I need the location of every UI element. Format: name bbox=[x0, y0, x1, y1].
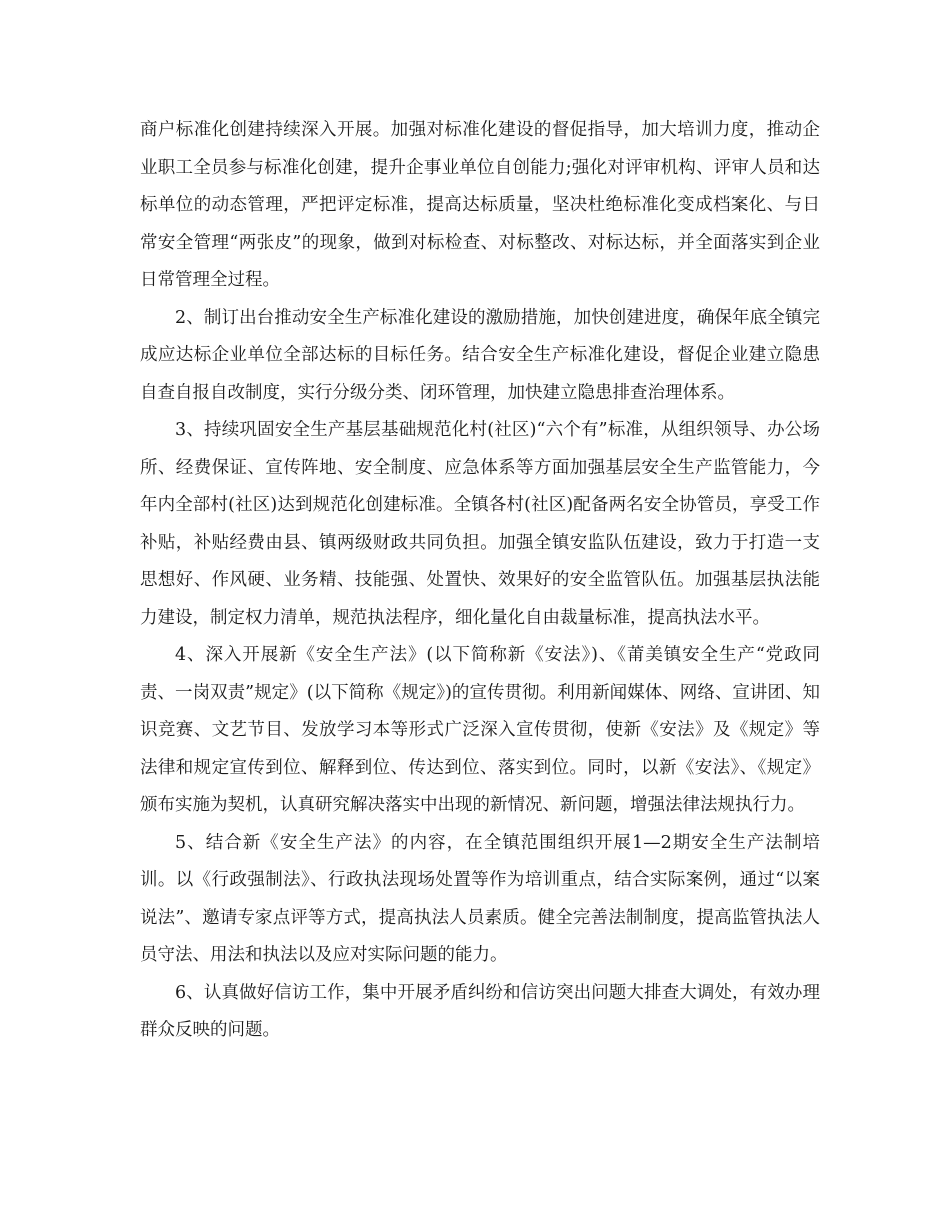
paragraph-item-4: 4、深入开展新《安全生产法》(以下简称新《安法》)、《莆美镇安全生产“党政同责、一岗双责”规定》(以下简称《规定》)的宣传贯彻。利用新闻媒体、网络、宣讲团、知识竞赛、文艺节目、发放学习本等形式广泛深入宣传贯彻，使新《安法》及《规定》等法律和规定宣传到位、解释到位、传达到位、落实到位。同时，以新《安法》、《规定》颁布实施为契机，认真研究解决落实中出现的新情况、新问题，增强法律法规执行力。 bbox=[140, 645, 820, 815]
paragraph-item-6: 6、认真做好信访工作，集中开展矛盾纠纷和信访突出问题大排查大调处，有效办理群众反映的问题。 bbox=[140, 982, 820, 1040]
paragraph-item-3: 3、持续巩固安全生产基层基础规范化村(社区)“六个有”标准，从组织领导、办公场所、经费保证、宣传阵地、安全制度、应急体系等方面加强基层安全生产监管能力，今年内全部村(社区)达到规范化创建标准。全镇各村(社区)配备两名安全协管员，享受工作补贴，补贴经费由县、镇两级财政共同负担。加强全镇安监队伍建设，致力于打造一支思想好、作风硬、业务精、技能强、处置快、效果好的安全监管队伍。加强基层执法能力建设，制定权力清单，规范执法程序，细化量化自由裁量标准，提高执法水平。 bbox=[140, 420, 820, 628]
paragraph-item-5: 5、结合新《安全生产法》的内容，在全镇范围组织开展1—2期安全生产法制培训。以《行政强制法》、行政执法现场处置等作为培训重点，结合实际案例，通过“以案说法”、邀请专家点评等方式，提高执法人员素质。健全完善法制制度，提高监管执法人员守法、用法和执法以及应对实际问题的能力。 bbox=[140, 832, 820, 965]
paragraph-item-2: 2、制订出台推动安全生产标准化建设的激励措施，加快创建进度，确保年底全镇完成应达标企业单位全部达标的目标任务。结合安全生产标准化建设，督促企业建立隐患自查自报自改制度，实行分级分类、闭环管理，加快建立隐患排查治理体系。 bbox=[140, 307, 820, 403]
document-body bbox=[140, 112, 820, 1050]
paragraph-continued: 商户标准化创建持续深入开展。加强对标准化建设的督促指导，加大培训力度，推动企业职工全员参与标准化创建，提升企事业单位自创能力;强化对评审机构、评审人员和达标单位的动态管理，严把评定标准，提高达标质量，坚决杜绝标准化变成档案化、与日常安全管理“两张皮”的现象，做到对标检查、对标整改、对标达标，并全面落实到企业日常管理全过程。 bbox=[140, 120, 820, 290]
